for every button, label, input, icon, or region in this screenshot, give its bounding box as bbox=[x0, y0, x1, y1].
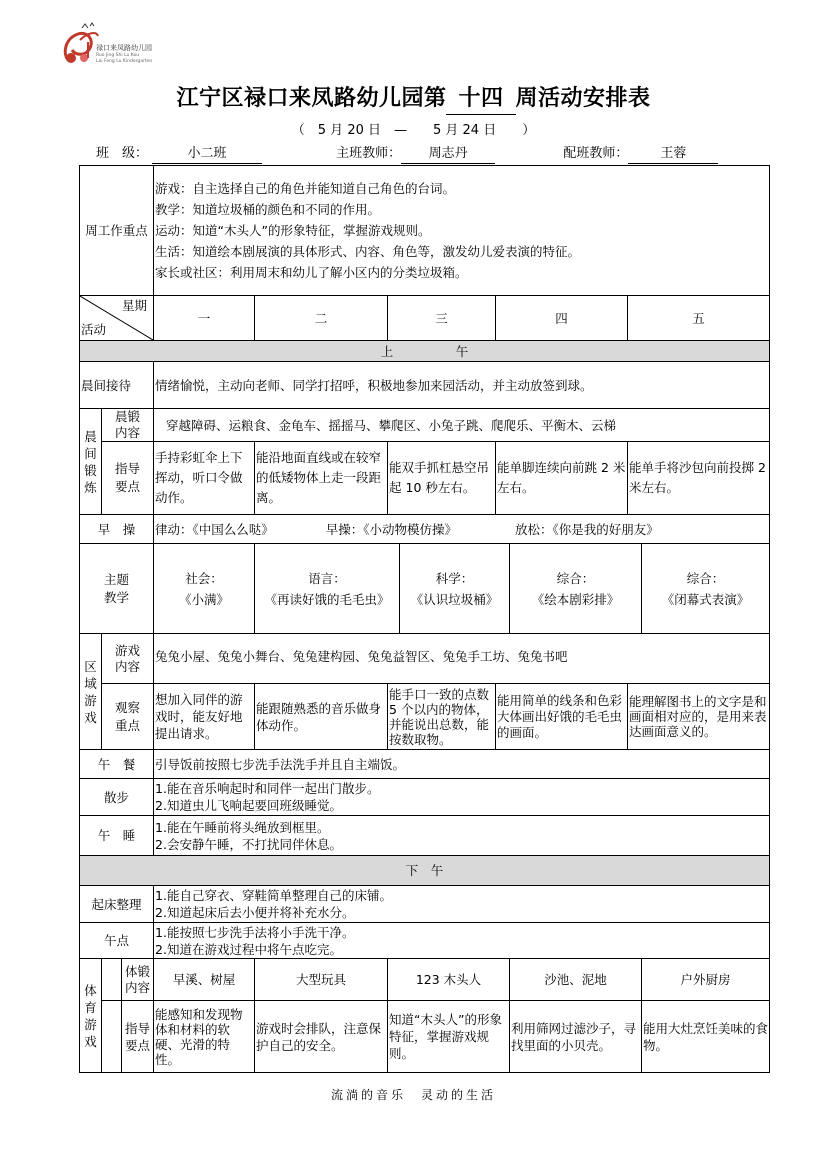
area-content-label: 游戏内容 bbox=[102, 634, 154, 684]
drill-rhythm: 律动：《中国么么哒》 bbox=[155, 521, 274, 537]
drill-exercise: 早操：《小动物模仿操》 bbox=[325, 521, 458, 537]
drill-label: 早 操 bbox=[80, 515, 154, 544]
corner-weekday-label: 星期 bbox=[122, 298, 148, 313]
area-observe: 能跟随熟悉的音乐做身体动作。 bbox=[255, 684, 388, 750]
title-suffix: 周活动安排表 bbox=[515, 86, 651, 111]
pe-content: 123 木头人 bbox=[388, 959, 510, 1001]
drill-content bbox=[154, 515, 770, 544]
wakeup-content bbox=[154, 886, 770, 923]
exercise-guide: 能沿地面直线或在较窄的低矮物体上走一段距离。 bbox=[255, 442, 388, 515]
pe-content-row bbox=[80, 959, 770, 1001]
weekday-header-row bbox=[80, 296, 770, 341]
focus-line: 生活：知道绘本剧展演的具体形式、内容、角色等，激发幼儿爱表演的特征。 bbox=[155, 244, 581, 259]
area-content-row bbox=[80, 634, 770, 684]
drill-row bbox=[80, 515, 770, 544]
week-number: 十四 bbox=[446, 84, 515, 115]
focus-line: 运动：知道“木头人”的形象特征，掌握游戏规则。 bbox=[155, 223, 431, 238]
day-header: 四 bbox=[496, 296, 628, 341]
pe-guide: 知道“木头人”的形象特征，掌握游戏规则。 bbox=[388, 1001, 510, 1073]
theme-item bbox=[255, 544, 400, 634]
exercise-guide: 能单脚连续向前跳 2 米左右。 bbox=[496, 442, 628, 515]
day-header: 五 bbox=[628, 296, 770, 341]
footer-motto: 流淌的音乐 灵动的生活 bbox=[330, 1088, 496, 1102]
theme-subject: 社会： bbox=[185, 570, 223, 586]
area-observe: 能用简单的线条和色彩大体画出好饿的毛毛虫的画面。 bbox=[496, 684, 628, 750]
schedule-table bbox=[79, 165, 770, 1073]
lunch-text: 引导饭前按照七步洗手法洗手并且自主端饭。 bbox=[154, 750, 770, 779]
music-note-icon bbox=[65, 23, 98, 63]
class-value: 小二班 bbox=[152, 145, 262, 164]
assistant-label: 配班教师： bbox=[563, 146, 629, 161]
focus-line: 家长或社区：利用周末和幼儿了解小区内的分类垃圾箱。 bbox=[155, 265, 468, 280]
date-range: （ 5 月 20 日 — 5 月 24 日 ） bbox=[291, 123, 536, 138]
theme-row bbox=[80, 544, 770, 634]
theme-label: 主题教学 bbox=[80, 544, 154, 634]
pe-guide: 能感知和发现物体和材料的软硬、光滑的特性。 bbox=[154, 1001, 255, 1073]
title-prefix: 江宁区禄口来凤路幼儿园第 bbox=[176, 86, 447, 111]
exercise-guide: 能双手抓杠悬空吊起 10 秒左右。 bbox=[388, 442, 496, 515]
walk-row bbox=[80, 779, 770, 816]
exercise-content: 穿越障碍、运粮食、金龟车、摇摇马、攀爬区、小兔子跳、爬爬乐、平衡木、云梯 bbox=[154, 409, 770, 442]
area-observe-label: 观察重点 bbox=[102, 684, 154, 750]
area-content: 兔兔小屋、兔兔小舞台、兔兔建构园、兔兔益智区、兔兔手工坊、兔兔书吧 bbox=[154, 634, 770, 684]
snack-content bbox=[154, 923, 770, 959]
focus-content bbox=[154, 166, 770, 296]
area-label: 区域游戏 bbox=[80, 634, 102, 750]
school-name-logo-text: 禄口来凤路幼儿园 bbox=[96, 44, 152, 52]
lunch-label: 午 餐 bbox=[80, 750, 154, 779]
focus-row bbox=[80, 166, 770, 296]
area-observe: 能理解图书上的文字是和画面相对应的，是用来表达画面意义的。 bbox=[628, 684, 770, 750]
theme-subject: 综合： bbox=[686, 570, 725, 586]
nap-line: 2.会安静午睡，不打扰同伴休息。 bbox=[155, 836, 342, 852]
pe-guide-cell bbox=[102, 1001, 154, 1073]
nap-line: 1.能在午睡前将头绳放到框里。 bbox=[155, 819, 330, 835]
area-observe-row bbox=[80, 684, 770, 750]
nap-row bbox=[80, 816, 770, 856]
snack-row bbox=[80, 923, 770, 959]
exercise-guide-row bbox=[80, 442, 770, 515]
theme-title: 《再读好饿的毛毛虫》 bbox=[264, 591, 390, 607]
wakeup-row bbox=[80, 886, 770, 923]
focus-line: 教学：知道垃圾桶的颜色和不同的作用。 bbox=[155, 202, 381, 217]
theme-item bbox=[642, 544, 770, 634]
assistant-value: 王蓉 bbox=[628, 145, 718, 164]
morning-section-label: 上 午 bbox=[80, 341, 770, 362]
lunch-row bbox=[80, 750, 770, 779]
pe-content: 户外厨房 bbox=[642, 959, 770, 1001]
pe-guide-label: 指导要点 bbox=[125, 1020, 151, 1053]
teacher-label: 主班教师： bbox=[336, 146, 402, 161]
theme-title: 《认识垃圾桶》 bbox=[410, 591, 499, 607]
theme-title: 《小满》 bbox=[179, 591, 230, 607]
pe-content: 大型玩具 bbox=[255, 959, 388, 1001]
exercise-content-row bbox=[80, 409, 770, 442]
pe-content-cell bbox=[102, 959, 154, 1001]
focus-label: 周工作重点 bbox=[80, 166, 154, 296]
corner-activity-label: 活动 bbox=[81, 322, 107, 337]
exercise-label: 晨间锻炼 bbox=[80, 409, 102, 515]
afternoon-section-row bbox=[80, 856, 770, 886]
weekday-corner bbox=[80, 296, 154, 341]
walk-line: 2.知道虫儿飞响起要回班级睡觉。 bbox=[155, 798, 342, 813]
pe-content-label: 体锻内容 bbox=[125, 963, 151, 995]
walk-label: 散步 bbox=[80, 779, 154, 816]
school-name-en-2: Lai Feng Lu Kindergarten bbox=[96, 59, 153, 64]
theme-item bbox=[510, 544, 642, 634]
theme-item bbox=[400, 544, 510, 634]
exercise-content-label: 晨锻内容 bbox=[102, 409, 154, 442]
area-observe: 想加入同伴的游戏时，能友好地提出请求。 bbox=[154, 684, 255, 750]
theme-title: 《闭幕式表演》 bbox=[661, 591, 750, 607]
wakeup-label: 起床整理 bbox=[80, 886, 154, 923]
snack-line: 1.能按照七步洗手法将小手洗干净。 bbox=[155, 924, 355, 940]
reception-text: 情绪愉悦，主动向老师、同学打招呼，积极地参加来园活动，并主动放签到球。 bbox=[154, 362, 770, 409]
walk-line: 1.能在音乐响起时和同伴一起出门散步。 bbox=[155, 781, 380, 796]
exercise-guide: 能单手将沙包向前投掷 2 米左右。 bbox=[628, 442, 770, 515]
theme-item bbox=[154, 544, 255, 634]
wakeup-line: 2.知道起床后去小便并将补充水分。 bbox=[155, 905, 355, 920]
theme-subject: 语言： bbox=[308, 570, 346, 586]
day-header: 一 bbox=[154, 296, 255, 341]
page-title bbox=[0, 84, 827, 115]
pe-guide: 利用筛网过滤沙子，寻找里面的小贝壳。 bbox=[510, 1001, 642, 1073]
afternoon-section-label: 下 午 bbox=[80, 856, 770, 886]
day-header: 二 bbox=[255, 296, 388, 341]
school-name-en-1: Ruo Jing Shi Lu Kou bbox=[96, 53, 140, 58]
drill-relax: 放松：《你是我的好朋友》 bbox=[515, 521, 659, 537]
focus-line: 游戏：自主选择自己的角色并能知道自己角色的台词。 bbox=[155, 181, 456, 196]
teacher-value: 周志丹 bbox=[401, 145, 495, 164]
nap-label: 午 睡 bbox=[80, 816, 154, 856]
reception-row bbox=[80, 362, 770, 409]
exercise-guide-label: 指导要点 bbox=[102, 442, 154, 515]
pe-guide-row bbox=[80, 1001, 770, 1073]
exercise-guide: 手持彩虹伞上下挥动，听口令做动作。 bbox=[154, 442, 255, 515]
pe-content: 沙池、泥地 bbox=[510, 959, 642, 1001]
walk-content bbox=[154, 779, 770, 816]
theme-subject: 综合： bbox=[556, 570, 595, 586]
class-label: 班 级： bbox=[96, 146, 149, 161]
theme-subject: 科学： bbox=[435, 570, 474, 586]
snack-line: 2.知道在游戏过程中将午点吃完。 bbox=[155, 941, 342, 957]
day-header: 三 bbox=[388, 296, 496, 341]
morning-section-row bbox=[80, 341, 770, 362]
pe-label: 体育游戏 bbox=[80, 959, 102, 1073]
area-observe: 能手口一致的点数 5 个以内的物体，并能说出总数，能按数取物。 bbox=[388, 684, 496, 750]
wakeup-line: 1.能自己穿衣、穿鞋简单整理自己的床铺。 bbox=[155, 888, 392, 903]
pe-content: 早溪、树屋 bbox=[154, 959, 255, 1001]
pe-guide: 游戏时会排队，注意保护自己的安全。 bbox=[255, 1001, 388, 1073]
reception-label: 晨间接待 bbox=[80, 362, 154, 409]
snack-label: 午点 bbox=[80, 923, 154, 959]
theme-title: 《绘本剧彩排》 bbox=[531, 591, 620, 607]
nap-content bbox=[154, 816, 770, 856]
info-row bbox=[96, 145, 718, 164]
pe-guide: 能用大灶烹饪美味的食物。 bbox=[642, 1001, 770, 1073]
